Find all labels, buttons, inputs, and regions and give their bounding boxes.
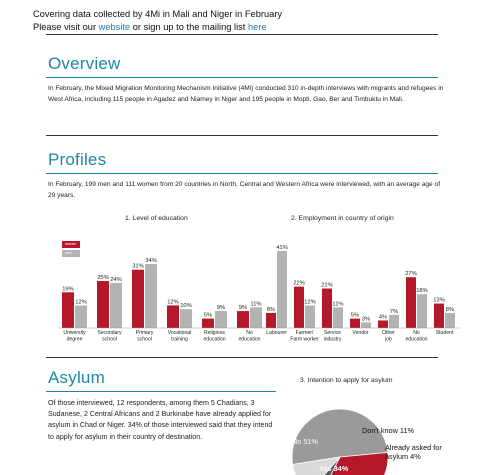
bar-value-label: 12%: [167, 299, 179, 306]
bar-value-label: 7%: [389, 308, 399, 315]
category-label: Service: [324, 330, 341, 336]
category-label: University: [63, 330, 86, 336]
category-label: Other: [382, 330, 395, 336]
overview-underline: [46, 77, 438, 78]
bar-men: [445, 313, 455, 328]
bar-value-label: 24%: [110, 276, 122, 283]
asylum-pie-chart: [285, 395, 485, 475]
bar-women: [62, 292, 74, 328]
bar-value-label: 9%: [216, 305, 226, 312]
category-label: Secondary: [97, 330, 122, 336]
category-label: Vendor: [352, 330, 369, 336]
bar-men: [333, 307, 343, 328]
legend-women-label: women: [65, 242, 77, 246]
bar-value-label: 41%: [276, 244, 288, 251]
legend-men-label: men: [65, 251, 72, 255]
bar-men: [110, 283, 122, 328]
chart1-title: 1. Level of education: [125, 215, 188, 222]
bar-value-label: 9%: [238, 305, 248, 312]
bar-women: [237, 311, 249, 328]
category-label: education: [238, 336, 261, 343]
bar-women: [350, 319, 360, 328]
bar-men: [215, 311, 227, 328]
category-label: Student: [435, 330, 454, 336]
bar-value-label: 12%: [304, 299, 316, 306]
bar-men: [277, 251, 287, 328]
website-link[interactable]: website: [98, 21, 131, 32]
category-label: Vocational: [167, 330, 192, 336]
bar-men: [180, 309, 192, 328]
bar-women: [97, 281, 109, 328]
bar-women: [434, 304, 444, 328]
bar-value-label: 18%: [416, 288, 428, 295]
pie-label-dont-know: Don't know 11%: [362, 426, 414, 435]
bar-value-label: 4%: [378, 314, 388, 321]
bar-value-label: 10%: [180, 303, 192, 310]
bar-value-label: 27%: [405, 271, 417, 278]
bar-men: [305, 305, 315, 328]
profiles-underline: [46, 173, 438, 174]
category-label: Farmer/: [295, 330, 314, 336]
asylum-text: Of those interviewed, 12 respondents, among them 5 Chadians, 3 Sudanese, 2 Central Africans and 2 Burkinabe have already applied for asylum in Chad or Niger. 34% of those interviewed said that they intend to apply for asylum in their country of destination.: [48, 399, 273, 441]
bar-women: [202, 319, 214, 328]
asylum-heading: Asylum: [48, 368, 105, 387]
bar-women: [406, 277, 416, 328]
pie-label-yes: Yes 34%: [319, 464, 349, 473]
bar-men: [361, 322, 371, 328]
bar-value-label: 31%: [132, 263, 144, 270]
bar-women: [266, 313, 276, 328]
bar-men: [417, 294, 427, 328]
profiles-text: In February, 199 men and 111 women from 20 countries in North, Central and Western Africa were interviewed, with an average age of 29 years.: [48, 181, 441, 199]
category-label: industry: [323, 336, 342, 343]
mailing-list-link[interactable]: here: [247, 21, 267, 32]
category-label: Labourer: [266, 330, 287, 336]
bar-value-label: 13%: [433, 297, 445, 304]
bar-men: [389, 315, 399, 328]
intro-line-2: Please visit our website or sign up to the mailing list here: [33, 21, 267, 32]
divider: [46, 34, 438, 35]
bar-women: [378, 320, 388, 328]
bar-women: [132, 270, 144, 328]
education-chart: [50, 225, 265, 350]
bar-value-label: 12%: [75, 299, 87, 306]
bar-value-label: 5%: [203, 312, 213, 319]
category-label: school: [102, 336, 117, 343]
pie-label-already: Already asked for asylum 4%: [385, 443, 442, 461]
bar-men: [75, 305, 87, 328]
divider: [46, 135, 438, 136]
bar-value-label: 25%: [97, 274, 109, 281]
category-label: No: [413, 330, 420, 336]
category-label: job: [385, 336, 392, 343]
category-label: education: [405, 336, 428, 343]
employment-chart: [260, 225, 470, 350]
profiles-heading: Profiles: [48, 150, 107, 169]
divider: [46, 357, 438, 358]
overview-heading: Overview: [48, 54, 121, 73]
bar-value-label: 11%: [332, 301, 344, 308]
bar-value-label: 34%: [145, 258, 157, 265]
bar-value-label: 8%: [266, 306, 276, 313]
bar-value-label: 11%: [250, 301, 262, 308]
intro-text: [33, 8, 282, 33]
category-label: Farm worker: [290, 336, 319, 343]
bar-women: [167, 305, 179, 328]
category-label: school: [137, 336, 152, 343]
pie-label-no: No 51%: [292, 437, 318, 446]
category-label: Primary: [135, 330, 154, 336]
bar-value-label: 22%: [293, 280, 305, 287]
bar-value-label: 5%: [350, 312, 360, 319]
category-label: Religious: [204, 330, 225, 336]
bar-value-label: 8%: [445, 306, 455, 313]
category-label: degree: [66, 336, 83, 343]
chart2-title: 2. Employment in country of origin: [291, 215, 394, 222]
bar-value-label: 3%: [361, 316, 371, 323]
bar-women: [322, 289, 332, 329]
asylum-underline: [46, 391, 276, 392]
bar-value-label: 21%: [321, 282, 333, 289]
bar-men: [145, 264, 157, 328]
bar-value-label: 19%: [62, 286, 74, 293]
intro-line-1: Covering data collected by 4Mi in Mali and Niger in February: [33, 9, 283, 19]
category-label: education: [203, 336, 226, 343]
overview-text: In February, the Mixed Migration Monitoring Mechanism Initiative (4Mi) conducted 310 in-depth interviews with migrants and refugees in West Africa, including 115 people in Agadez and Niamey in Niger and 195 people in Mopti, Gao, Ber and Timbuktu in Mali.: [48, 85, 444, 103]
category-label: No: [246, 330, 253, 336]
chart3-title: 3. Intention to apply for asylum: [300, 377, 393, 384]
category-label: training: [171, 336, 188, 343]
bar-women: [294, 287, 304, 328]
